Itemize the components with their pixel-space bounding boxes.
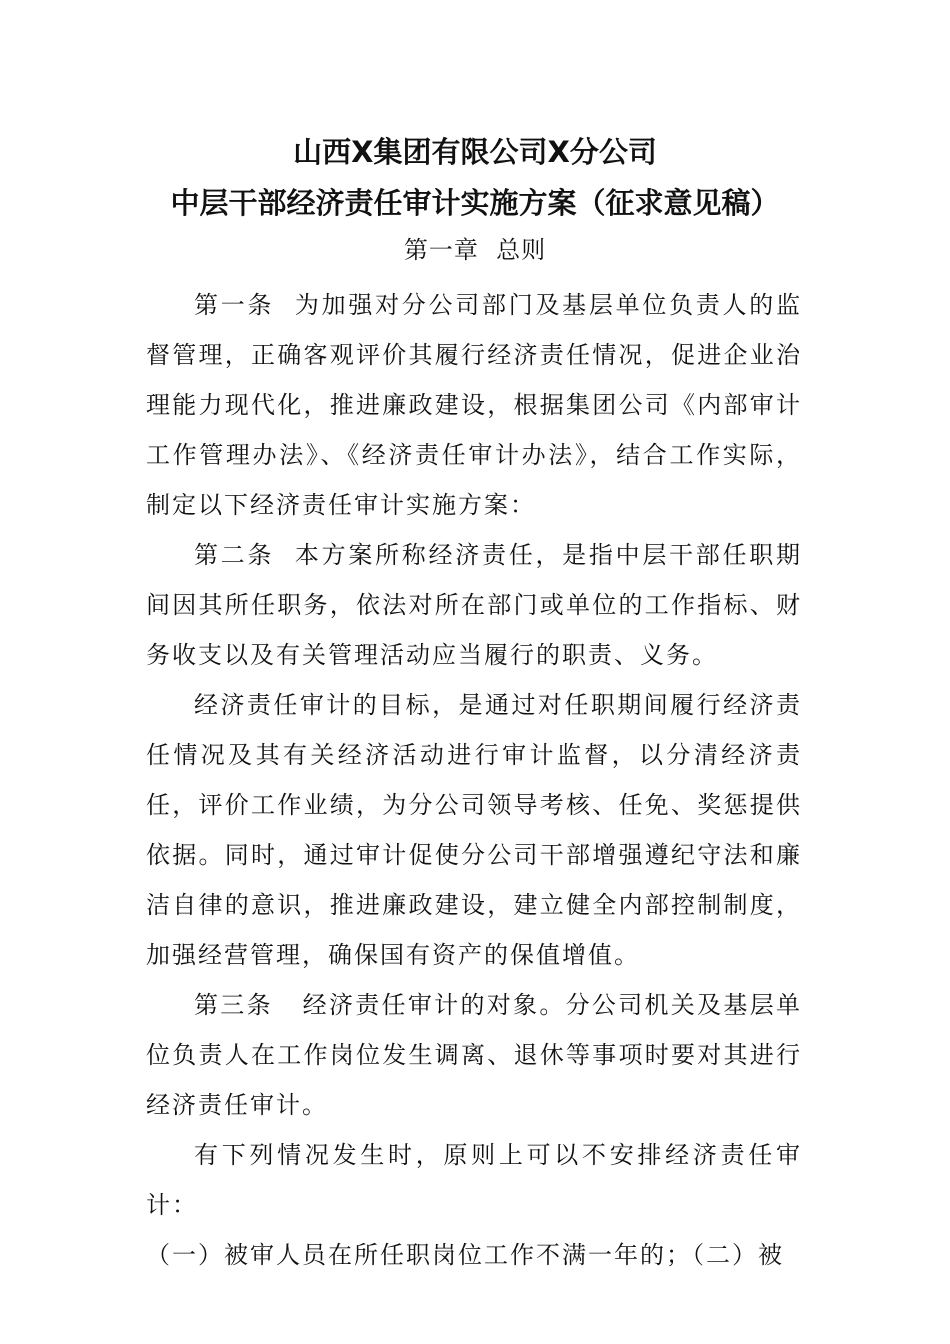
article-3-paragraph: 第三条 经济责任审计的对象。分公司机关及基层单位负责人在工作岗位发生调离、退休等事项时要对其进行经济责任审计。 <box>146 991 802 1119</box>
audit-objective-paragraph: 经济责任审计的目标，是通过对任职期间履行经济责任情况及其有关经济活动进行审计监督，以分清经济责任，评价工作业绩，为分公司领导考核、任免、奖惩提供依据。同时，通过审计促使分公司干部增强遵纪守法和廉洁自律的意识，推进廉政建设，建立健全内部控制制度，加强经营管理，确保国有资产的保值增值。 <box>146 691 802 969</box>
document-title-line-2: 中层干部经济责任审计实施方案（征求意见稿） <box>170 186 780 220</box>
chapter-heading: 第一章 总则 <box>403 236 547 264</box>
exemption-list-line: （一）被审人员在所任职岗位工作不满一年的；（二）被 <box>146 1241 784 1269</box>
exemption-intro-paragraph: 有下列情况发生时，原则上可以不安排经济责任审计： <box>146 1141 802 1219</box>
document-body <box>146 280 802 1280</box>
article-1-paragraph: 第一条 为加强对分公司部门及基层单位负责人的监督管理，正确客观评价其履行经济责任情况，促进企业治理能力现代化，推进廉政建设，根据集团公司《内部审计工作管理办法》、《经济责任审计办法》，结合工作实际，制定以下经济责任审计实施方案： <box>146 291 802 519</box>
document-title-line-1: 山西X集团有限公司X分公司 <box>293 135 657 169</box>
article-2-paragraph: 第二条 本方案所称经济责任，是指中层干部任职期间因其所任职务，依法对所在部门或单位的工作指标、财务收支以及有关管理活动应当履行的职责、义务。 <box>146 541 802 669</box>
